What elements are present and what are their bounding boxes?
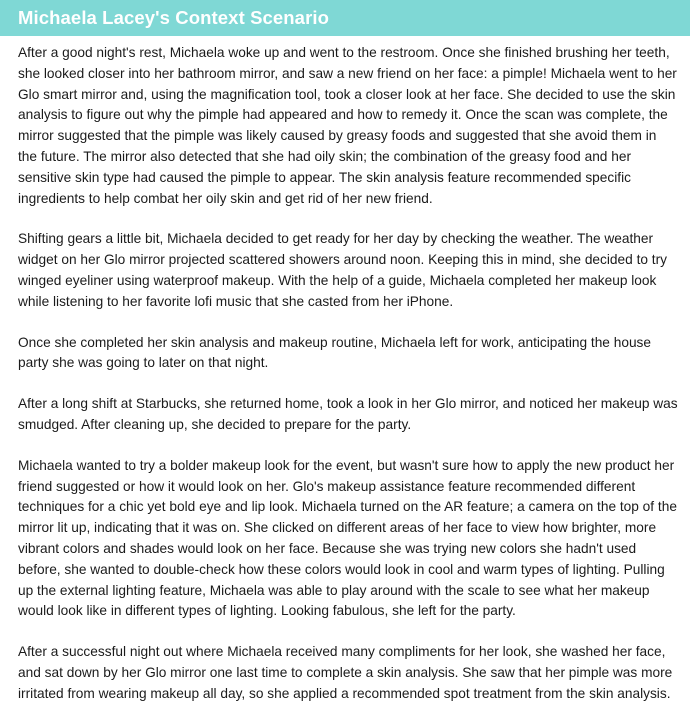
paragraph-1: After a good night's rest, Michaela woke up and went to the restroom. Once she finished brushing her teeth, she looked closer into her bathroom mirror, and saw a new friend on her face: a pimple! Michaela went to her Glo smart mirror and, using the magnification tool, took a closer look at her face. She decided to use the skin analysis to figure out why the pimple had appeared and how to remedy it. Once the scan was complete, the mirror suggested that the pimple was likely caused by greasy foods and suggested that she avoid them in the future. The mirror also detected that she had oily skin; the combination of the greasy food and her sensitive skin type had caused the pimple to appear. The skin analysis feature recommended specific ingredients to help combat her oily skin and get rid of her new friend. <box>18 45 677 206</box>
paragraph-4: After a long shift at Starbucks, she returned home, took a look in her Glo mirror, and noticed her makeup was smudged. After cleaning up, she decided to prepare for the party. <box>18 396 678 432</box>
scenario-body <box>0 36 690 705</box>
paragraph-6: After a successful night out where Michaela received many compliments for her look, she washed her face, and sat down by her Glo mirror one last time to complete a skin analysis. She saw that her pimple was more irritated from wearing makeup all day, so she applied a recommended spot treatment from the skin analysis. <box>18 644 673 701</box>
paragraph-5: Michaela wanted to try a bolder makeup look for the event, but wasn't sure how to apply the new product her friend suggested or how it would look on her. Glo's makeup assistance feature recommended different techniques for a chic yet bold eye and lip look. Michaela turned on the AR feature; a camera on the top of the mirror lit up, indicating that it was on. She clicked on different areas of her face to view how brighter, more vibrant colors and shades would look on her face. Because she was trying new colors she hadn't used before, she wanted to double-check how these colors would look in cool and warm types of lighting. Pulling up the external lighting feature, Michaela was able to play around with the scale to see what her makeup would look like in different types of lighting. Looking fabulous, she left for the party. <box>18 457 677 619</box>
paragraph-2: Shifting gears a little bit, Michaela decided to get ready for her day by checking the weather. The weather widget on her Glo mirror projected scattered showers around noon. Keeping this in mind, she decided to try winged eyeliner using waterproof makeup. With the help of a guide, Michaela completed her makeup look while listening to her favorite lofi music that she casted from her iPhone. <box>18 231 667 309</box>
paragraph-3: Once she completed her skin analysis and makeup routine, Michaela left for work, anticipating the house party she was going to later on that night. <box>18 334 652 371</box>
page-header <box>0 0 690 36</box>
page-title: Michaela Lacey's Context Scenario <box>18 7 330 28</box>
